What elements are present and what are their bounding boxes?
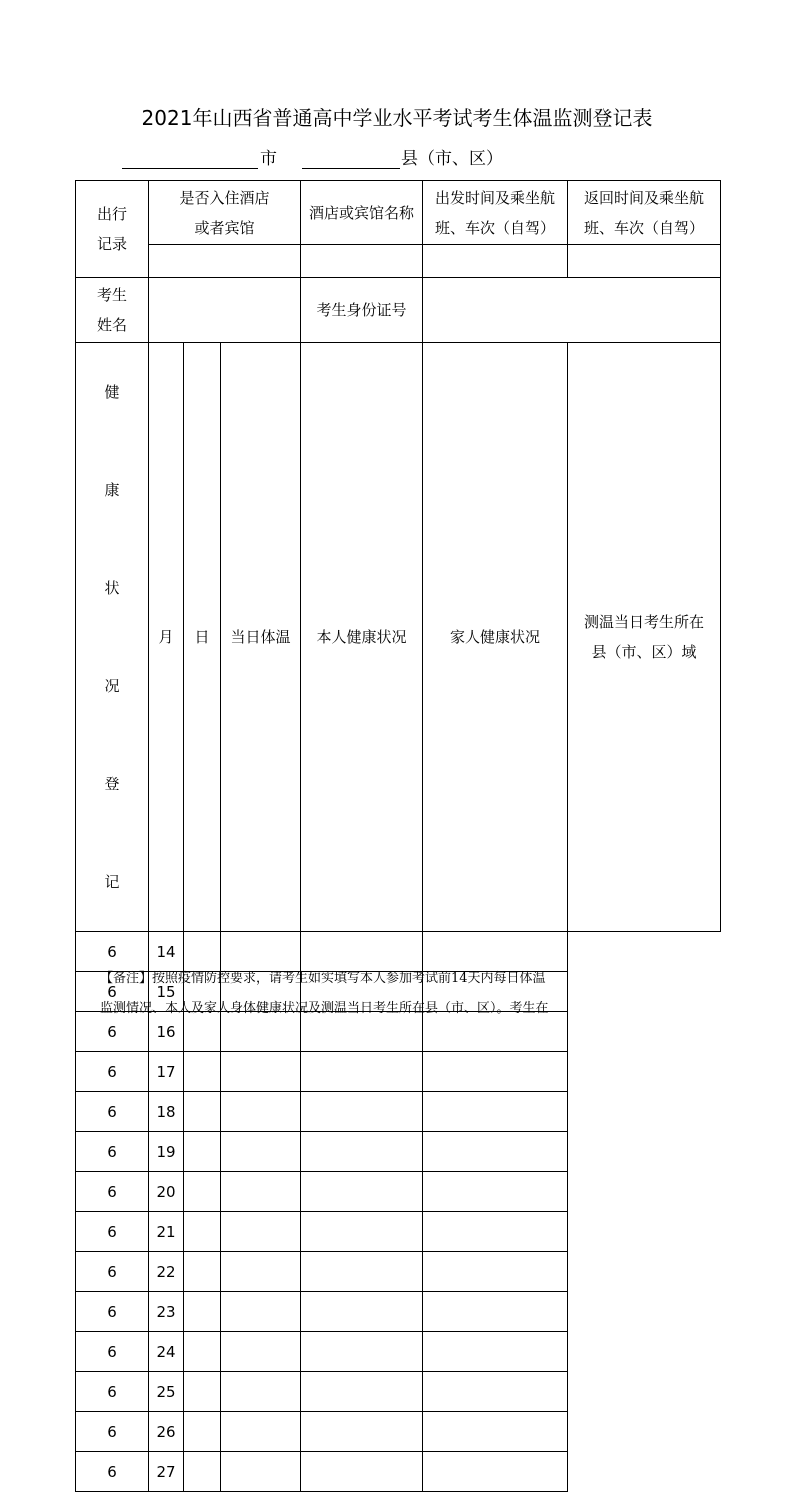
return-header: 返回时间及乘坐航 班、车次（自驾） xyxy=(568,181,721,245)
family-health-header: 家人健康状况 xyxy=(423,343,568,932)
month-cell: 6 xyxy=(76,972,149,1012)
temperature-cell[interactable] xyxy=(184,1372,221,1412)
temperature-cell[interactable] xyxy=(184,1092,221,1132)
day-cell: 24 xyxy=(149,1332,184,1372)
month-cell: 6 xyxy=(76,1252,149,1292)
hotel-name-header: 酒店或宾馆名称 xyxy=(301,181,423,245)
self-health-cell[interactable] xyxy=(221,1172,301,1212)
temperature-cell[interactable] xyxy=(184,1252,221,1292)
student-name-label: 考生 姓名 xyxy=(76,278,149,343)
month-cell: 6 xyxy=(76,1092,149,1132)
county-blank[interactable] xyxy=(302,168,400,169)
self-health-cell[interactable] xyxy=(221,1052,301,1092)
month-cell: 6 xyxy=(76,1172,149,1212)
self-health-header: 本人健康状况 xyxy=(301,343,423,932)
day-header: 日 xyxy=(184,343,221,932)
day-cell: 17 xyxy=(149,1052,184,1092)
location-cell[interactable] xyxy=(423,1452,568,1492)
family-health-cell[interactable] xyxy=(301,1372,423,1412)
location-cell[interactable] xyxy=(423,1212,568,1252)
location-cell[interactable] xyxy=(423,1332,568,1372)
temperature-cell[interactable] xyxy=(184,1292,221,1332)
location-cell[interactable] xyxy=(423,1412,568,1452)
temperature-header: 当日体温 xyxy=(221,343,301,932)
self-health-cell[interactable] xyxy=(221,1212,301,1252)
temperature-cell[interactable] xyxy=(184,1212,221,1252)
day-cell: 22 xyxy=(149,1252,184,1292)
family-health-cell[interactable] xyxy=(301,1172,423,1212)
family-health-cell[interactable] xyxy=(301,1212,423,1252)
temperature-cell[interactable] xyxy=(184,1412,221,1452)
table-row xyxy=(76,1452,721,1492)
month-cell: 6 xyxy=(76,1012,149,1052)
location-cell[interactable] xyxy=(423,1132,568,1172)
hotel-question-cell[interactable] xyxy=(149,245,301,278)
family-health-cell[interactable] xyxy=(301,1292,423,1332)
departure-header: 出发时间及乘坐航 班、车次（自驾） xyxy=(423,181,568,245)
note-line-2: 监测情况、本人及家人身体健康状况及测温当日考生所在县（市、区）。考生在 xyxy=(100,1001,549,1016)
hotel-name-cell[interactable] xyxy=(301,245,423,278)
student-name-cell[interactable] xyxy=(149,278,301,343)
location-cell[interactable] xyxy=(423,1292,568,1332)
student-id-label: 考生身份证号 xyxy=(301,278,423,343)
table-row xyxy=(76,1092,721,1132)
departure-cell[interactable] xyxy=(423,245,568,278)
temperature-cell[interactable] xyxy=(184,1052,221,1092)
family-health-cell[interactable] xyxy=(301,1332,423,1372)
family-health-cell[interactable] xyxy=(301,1092,423,1132)
month-cell: 6 xyxy=(76,932,149,972)
month-cell: 6 xyxy=(76,1052,149,1092)
month-cell: 6 xyxy=(76,1452,149,1492)
city-blank[interactable] xyxy=(122,168,258,169)
day-cell: 26 xyxy=(149,1412,184,1452)
self-health-cell[interactable] xyxy=(221,1132,301,1172)
family-health-cell[interactable] xyxy=(301,1252,423,1292)
self-health-cell[interactable] xyxy=(221,1332,301,1372)
table-row xyxy=(76,1292,721,1332)
self-health-cell[interactable] xyxy=(221,1092,301,1132)
county-label: 县（市、区） xyxy=(401,149,503,169)
table-row xyxy=(76,1372,721,1412)
day-cell: 14 xyxy=(149,932,184,972)
table-row xyxy=(76,1332,721,1372)
day-cell: 15 xyxy=(149,972,184,1012)
family-health-cell[interactable] xyxy=(301,1132,423,1172)
self-health-cell[interactable] xyxy=(221,1372,301,1412)
day-cell: 25 xyxy=(149,1372,184,1412)
student-id-cell[interactable] xyxy=(423,278,721,343)
location-header: 测温当日考生所在 县（市、区）域 xyxy=(568,343,721,932)
family-health-cell[interactable] xyxy=(301,1052,423,1092)
family-health-cell[interactable] xyxy=(301,1452,423,1492)
table-row xyxy=(76,1412,721,1452)
table-row xyxy=(76,1252,721,1292)
day-cell: 21 xyxy=(149,1212,184,1252)
day-cell: 19 xyxy=(149,1132,184,1172)
table-row xyxy=(76,1132,721,1172)
month-cell: 6 xyxy=(76,1332,149,1372)
self-health-cell[interactable] xyxy=(221,1292,301,1332)
page-title: 2021年山西省普通高中学业水平考试考生体温监测登记表 xyxy=(141,106,653,130)
location-cell[interactable] xyxy=(423,1172,568,1212)
month-cell: 6 xyxy=(76,1372,149,1412)
city-label: 市 xyxy=(260,149,277,169)
note xyxy=(100,964,700,1024)
temperature-cell[interactable] xyxy=(184,1172,221,1212)
location-line xyxy=(0,146,794,174)
temperature-cell[interactable] xyxy=(184,1452,221,1492)
registration-table xyxy=(75,180,721,1492)
self-health-cell[interactable] xyxy=(221,1452,301,1492)
self-health-cell[interactable] xyxy=(221,1252,301,1292)
table-row xyxy=(76,1052,721,1092)
family-health-cell[interactable] xyxy=(301,1412,423,1452)
return-cell[interactable] xyxy=(568,245,721,278)
location-cell[interactable] xyxy=(423,1372,568,1412)
day-cell: 23 xyxy=(149,1292,184,1332)
location-cell[interactable] xyxy=(423,1092,568,1132)
month-cell: 6 xyxy=(76,1292,149,1332)
day-cell: 27 xyxy=(149,1452,184,1492)
month-cell: 6 xyxy=(76,1212,149,1252)
temperature-cell[interactable] xyxy=(184,1332,221,1372)
health-section-label: 健 康 状 况 登 记 xyxy=(76,343,149,932)
month-cell: 6 xyxy=(76,1412,149,1452)
month-cell: 6 xyxy=(76,1132,149,1172)
note-line-1: 【备注】按照疫情防控要求，请考生如实填写本人参加考试前14天内每日体温 xyxy=(100,971,546,986)
location-cell[interactable] xyxy=(423,1052,568,1092)
self-health-cell[interactable] xyxy=(221,1412,301,1452)
table-row xyxy=(76,1172,721,1212)
month-header: 月 xyxy=(149,343,184,932)
temperature-cell[interactable] xyxy=(184,1132,221,1172)
hotel-question-header: 是否入住酒店 或者宾馆 xyxy=(149,181,301,245)
travel-record-label: 出行 记录 xyxy=(76,181,149,278)
day-cell: 18 xyxy=(149,1092,184,1132)
day-cell: 20 xyxy=(149,1172,184,1212)
day-cell: 16 xyxy=(149,1012,184,1052)
table-row xyxy=(76,1212,721,1252)
location-cell[interactable] xyxy=(423,1252,568,1292)
